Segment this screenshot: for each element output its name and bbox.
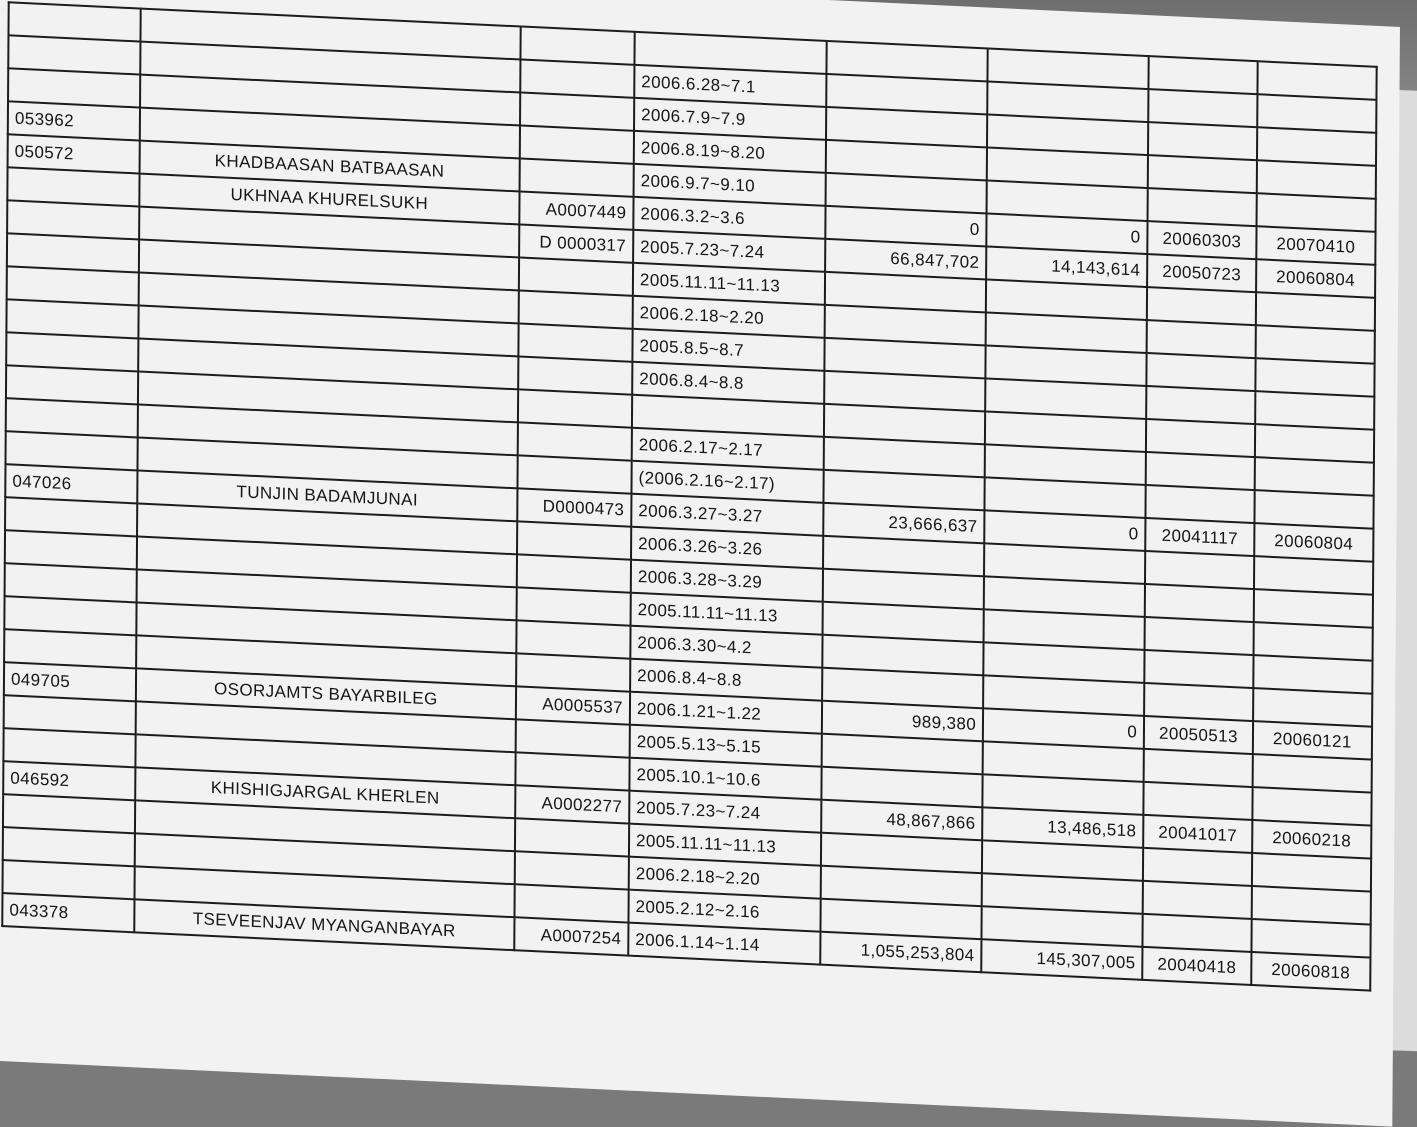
date-range-cell: 2005.7.23~7.24	[633, 230, 826, 272]
code-cell: A0002277	[515, 785, 629, 823]
end-date-cell	[1252, 754, 1371, 793]
code-cell	[516, 719, 630, 757]
end-date-cell	[1253, 655, 1372, 694]
start-date-cell	[1146, 419, 1255, 457]
code-cell: D0000473	[517, 488, 631, 526]
date-range-cell: 2006.3.2~3.6	[633, 197, 826, 239]
start-date-cell	[1144, 749, 1253, 787]
date-range-cell: 2006.1.14~1.14	[628, 923, 821, 965]
name-cell: KHADBAASAN BATBAASAN	[139, 141, 520, 192]
code-cell	[516, 620, 630, 658]
start-date-cell	[1146, 386, 1255, 424]
date-range-cell: 2005.2.12~2.16	[628, 890, 821, 932]
ledger-table	[1, 1, 1377, 991]
end-date-cell	[1255, 457, 1374, 496]
end-date-cell	[1251, 919, 1370, 958]
date-range-cell: 2006.8.4~8.8	[632, 362, 825, 404]
code-cell	[520, 59, 634, 97]
end-date-cell: 20060818	[1251, 952, 1370, 991]
start-date-cell: 20050513	[1144, 716, 1253, 754]
record-id-cell: 053962	[8, 101, 140, 140]
end-date-cell	[1256, 193, 1375, 232]
end-date-cell	[1252, 886, 1371, 925]
amount-cell: 989,380	[822, 701, 983, 742]
code-cell	[516, 653, 630, 691]
amount2-cell: 0	[983, 708, 1144, 749]
start-date-cell: 20040418	[1142, 947, 1251, 985]
code-cell	[518, 356, 632, 394]
start-date-cell: 20041017	[1143, 815, 1252, 853]
record-id-cell	[6, 365, 138, 404]
end-date-cell	[1255, 391, 1374, 430]
start-date-cell	[1143, 914, 1252, 952]
end-date-cell	[1256, 292, 1375, 331]
code-cell	[520, 92, 634, 130]
name-cell: OSORJAMTS BAYARBILEG	[136, 668, 517, 719]
end-date-cell	[1254, 556, 1373, 595]
amount2-cell: 14,143,614	[986, 246, 1147, 287]
end-date-cell	[1257, 160, 1376, 199]
start-date-cell	[1145, 617, 1254, 655]
end-date-cell	[1257, 61, 1376, 100]
code-cell	[519, 290, 633, 328]
code-cell	[517, 521, 631, 559]
start-date-cell: 20041117	[1145, 518, 1254, 556]
start-date-cell	[1146, 452, 1255, 490]
code-cell	[515, 884, 629, 922]
end-date-cell	[1254, 490, 1373, 529]
date-range-cell: 2006.7.9~7.9	[634, 98, 827, 140]
amount2-cell: 0	[987, 213, 1148, 254]
record-id-cell: 049705	[4, 662, 136, 701]
code-cell: D 0000317	[519, 224, 633, 262]
start-date-cell	[1148, 122, 1257, 160]
code-cell	[515, 851, 629, 889]
name-cell: KHISHIGJARGAL KHERLEN	[135, 767, 516, 818]
end-date-cell: 20060121	[1253, 721, 1372, 760]
start-date-cell	[1147, 320, 1256, 358]
name-cell: TUNJIN BADAMJUNAI	[137, 470, 518, 521]
record-id-cell: 046592	[3, 761, 135, 800]
end-date-cell	[1257, 94, 1376, 133]
end-date-cell	[1255, 325, 1374, 364]
amount-cell: 66,847,702	[825, 239, 986, 280]
date-range-cell: 2006.3.26~3.26	[631, 527, 824, 569]
name-cell: UKHNAA KHURELSUKH	[139, 174, 520, 225]
code-cell	[520, 158, 634, 196]
date-range-cell: 2006.2.18~2.20	[629, 857, 822, 899]
date-range-cell: 2005.11.11~11.13	[633, 263, 826, 305]
date-range-cell: (2006.2.16~2.17)	[631, 461, 824, 503]
start-date-cell	[1144, 782, 1253, 820]
start-date-cell	[1145, 551, 1254, 589]
date-range-cell: 2005.10.1~10.6	[629, 758, 822, 800]
date-range-cell: 2005.11.11~11.13	[631, 593, 824, 635]
start-date-cell	[1144, 650, 1253, 688]
date-range-cell: 2005.5.13~5.15	[630, 725, 823, 767]
start-date-cell	[1144, 683, 1253, 721]
start-date-cell	[1143, 848, 1252, 886]
end-date-cell	[1253, 622, 1372, 661]
start-date-cell: 20060303	[1147, 221, 1256, 259]
date-range-cell: 2006.3.28~3.29	[631, 560, 824, 602]
code-cell: A0007254	[514, 917, 628, 955]
end-date-cell: 20060804	[1254, 523, 1373, 562]
end-date-cell: 20060804	[1256, 259, 1375, 298]
code-cell	[517, 554, 631, 592]
record-id-cell: 050572	[8, 134, 140, 173]
amount-cell: 0	[826, 206, 987, 247]
end-date-cell	[1252, 853, 1371, 892]
date-range-cell: 2005.8.5~8.7	[632, 329, 825, 371]
name-cell: TSEVEENJAV MYANGANBAYAR	[134, 899, 515, 950]
amount2-cell: 0	[984, 510, 1145, 551]
amount2-cell: 13,486,518	[982, 807, 1143, 848]
end-date-cell	[1255, 424, 1374, 463]
start-date-cell	[1147, 353, 1256, 391]
ledger-body	[2, 2, 1376, 990]
start-date-cell	[1148, 155, 1257, 193]
code-cell: A0005537	[516, 686, 630, 724]
end-date-cell: 20070410	[1256, 226, 1375, 265]
date-range-cell: 2006.8.19~8.20	[634, 131, 827, 173]
date-range-cell: 2006.9.7~9.10	[634, 164, 827, 206]
amount-cell: 1,055,253,804	[821, 932, 982, 973]
end-date-cell	[1255, 358, 1374, 397]
start-date-cell	[1148, 89, 1257, 127]
start-date-cell	[1148, 188, 1257, 226]
amount-cell: 48,867,866	[821, 800, 982, 841]
record-id-cell: 043378	[2, 893, 134, 932]
date-range-cell: 2005.11.11~11.13	[629, 824, 822, 866]
code-cell	[515, 818, 629, 856]
record-id-cell: 047026	[5, 464, 137, 503]
date-range-cell: 2006.3.30~4.2	[630, 626, 823, 668]
end-date-cell	[1257, 127, 1376, 166]
code-cell	[521, 26, 635, 64]
start-date-cell	[1143, 881, 1252, 919]
date-range-cell: 2005.7.23~7.24	[629, 791, 822, 833]
date-range-cell: 2006.2.18~2.20	[633, 296, 826, 338]
code-cell	[518, 422, 632, 460]
amount2-cell: 145,307,005	[981, 939, 1142, 980]
amount-cell: 23,666,637	[824, 503, 985, 544]
start-date-cell	[1145, 584, 1254, 622]
date-range-cell: 2006.6.28~7.1	[634, 65, 827, 107]
code-cell: A0007449	[519, 191, 633, 229]
code-cell	[519, 257, 633, 295]
code-cell	[517, 587, 631, 625]
end-date-cell	[1252, 787, 1371, 826]
start-date-cell	[1149, 56, 1258, 94]
date-range-cell: 2006.2.17~2.17	[632, 428, 825, 470]
date-range-cell: 2006.1.21~1.22	[630, 692, 823, 734]
date-range-cell: 2006.3.27~3.27	[631, 494, 824, 536]
end-date-cell: 20060218	[1252, 820, 1371, 859]
end-date-cell	[1254, 589, 1373, 628]
code-cell	[518, 389, 632, 427]
code-cell	[518, 323, 632, 361]
start-date-cell	[1146, 485, 1255, 523]
start-date-cell: 20050723	[1147, 254, 1256, 292]
code-cell	[515, 752, 629, 790]
code-cell	[520, 125, 634, 163]
end-date-cell	[1253, 688, 1372, 727]
code-cell	[518, 455, 632, 493]
start-date-cell	[1147, 287, 1256, 325]
date-range-cell: 2006.8.4~8.8	[630, 659, 823, 701]
